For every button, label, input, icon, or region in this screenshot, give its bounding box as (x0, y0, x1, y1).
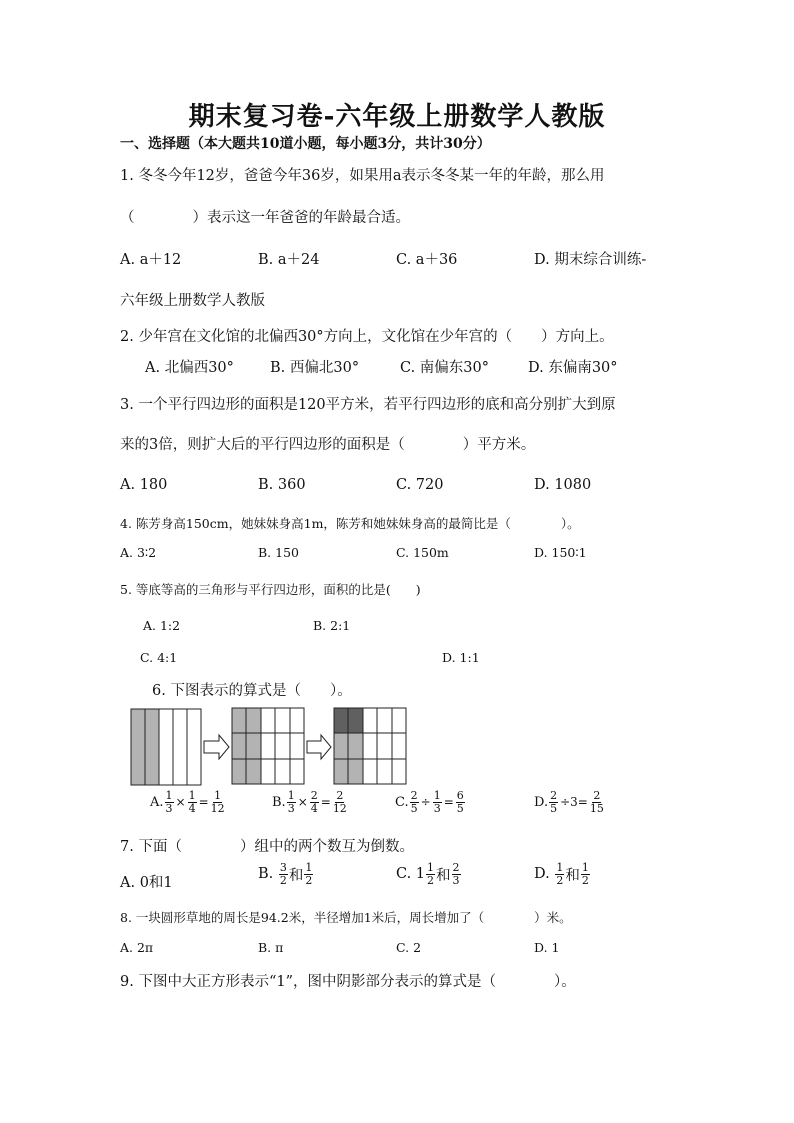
arrow-right-icon (307, 735, 331, 759)
figure-square-2 (232, 708, 304, 784)
fraction: $\frac{2}{15}$ (589, 789, 604, 815)
figure-square-1 (131, 709, 201, 785)
fraction: $\frac{1}{3}$ (287, 789, 295, 815)
question-7-text: 7. 下面（ ）组中的两个数互为倒数。 (120, 839, 414, 855)
question-6-text: 6. 下图表示的算式是（ ）。 (152, 683, 352, 699)
question-7-option-b: B. $\frac{3}{2}$ 和 $\frac{1}{2}$ (258, 861, 313, 887)
question-3-option-c: C. 720 (396, 477, 444, 493)
question-3-option-a: A. 180 (120, 477, 168, 493)
fraction: $\frac{2}{12}$ (332, 789, 347, 815)
fraction: $\frac{2}{3}$ (452, 861, 460, 887)
question-5-text: 5. 等底等高的三角形与平行四边形，面积的比是( ) (120, 582, 421, 597)
question-3-option-d: D. 1080 (534, 477, 592, 493)
question-3-line-1: 3. 一个平行四边形的面积是120平方米，若平行四边形的底和高分别扩大到原 (120, 397, 616, 413)
fraction: $\frac{1}{2}$ (427, 861, 435, 887)
question-1-line-1: 1. 冬冬今年12岁，爸爸今年36岁，如果用a表示冬冬某一年的年龄，那么用 (120, 168, 605, 184)
question-2-option-a: A. 北偏西30° (145, 360, 234, 376)
question-4-option-a: A. 3∶2 (120, 545, 157, 560)
question-2-text: 2. 少年宫在文化馆的北偏西30°方向上，文化馆在少年宫的（ ）方向上。 (120, 329, 614, 345)
fraction: $\frac{2}{4}$ (310, 789, 318, 815)
question-2-option-c: C. 南偏东30° (400, 360, 489, 376)
question-6-option-b: B. $\frac{1}{3}$ × $\frac{2}{4}$ = $\frac{2}{12}$ (272, 789, 347, 815)
fraction: $\frac{1}{12}$ (210, 789, 225, 815)
question-1-option-b: B. a＋24 (258, 252, 320, 268)
question-1-option-d: D. 期末综合训练- (534, 252, 647, 268)
question-1-line-2: （ ）表示这一年爸爸的年龄最合适。 (120, 210, 410, 226)
question-6-option-c: C. $\frac{2}{5}$ ÷ $\frac{1}{3}$ = $\frac{6}{5}$ (395, 789, 464, 815)
question-5-option-d: D. 1:1 (442, 650, 480, 665)
question-1-option-d-continued: 六年级上册数学人教版 (120, 293, 265, 309)
question-4-option-b: B. 150 (258, 545, 299, 560)
question-6-option-a: A. $\frac{1}{3}$ × $\frac{1}{4}$ = $\frac{1}{12}$ (150, 789, 225, 815)
question-3-option-b: B. 360 (258, 477, 306, 493)
question-2-option-b: B. 西偏北30° (270, 360, 360, 376)
question-1-option-a: A. a＋12 (120, 252, 182, 268)
fraction: $\frac{2}{5}$ (410, 789, 418, 815)
question-7-option-d: D. $\frac{1}{2}$ 和 $\frac{1}{2}$ (534, 861, 589, 887)
question-5-option-a: A. 1:2 (143, 618, 181, 633)
section-heading: 一、选择题（本大题共10道小题，每小题3分，共计30分） (120, 136, 491, 152)
question-8-option-c: C. 2 (396, 940, 422, 955)
question-1-option-c: C. a＋36 (396, 252, 458, 268)
fraction: $\frac{1}{3}$ (165, 789, 173, 815)
fraction: $\frac{1}{2}$ (556, 861, 564, 887)
question-7-option-c: C. 1 $\frac{1}{2}$ 和 $\frac{2}{3}$ (396, 861, 460, 887)
question-7-option-a: A. 0和1 (120, 875, 173, 891)
question-4-text: 4. 陈芳身高150cm，她妹妹身高1m，陈芳和她妹妹身高的最简比是（ ）。 (120, 516, 580, 531)
question-8-option-d: D. 1 (534, 940, 560, 955)
fraction: $\frac{1}{2}$ (581, 861, 589, 887)
question-5-option-c: C. 4:1 (140, 650, 178, 665)
fraction: $\frac{3}{2}$ (279, 861, 287, 887)
question-6-figure (128, 706, 410, 788)
question-6-option-d: D. $\frac{2}{5}$ ÷3= $\frac{2}{15}$ (534, 789, 604, 815)
page-title: 期末复习卷-六年级上册数学人教版 (188, 102, 606, 132)
figure-square-3 (334, 708, 406, 784)
fraction: $\frac{1}{2}$ (305, 861, 313, 887)
question-2-option-d: D. 东偏南30° (528, 360, 618, 376)
question-8-option-b: B. π (258, 940, 284, 955)
question-9-text: 9. 下图中大正方形表示“1”，图中阴影部分表示的算式是（ ）。 (120, 974, 576, 990)
question-4-option-d: D. 150∶1 (534, 545, 587, 560)
question-8-option-a: A. 2π (120, 940, 154, 955)
fraction: $\frac{6}{5}$ (456, 789, 464, 815)
fraction: $\frac{1}{4}$ (188, 789, 196, 815)
question-4-option-c: C. 150m (396, 545, 449, 560)
arrow-right-icon (204, 735, 229, 759)
fraction: $\frac{1}{3}$ (433, 789, 441, 815)
question-3-line-2: 来的3倍，则扩大后的平行四边形的面积是（ ）平方米。 (120, 437, 536, 453)
fraction: $\frac{2}{5}$ (550, 789, 558, 815)
question-8-text: 8. 一块圆形草地的周长是94.2米，半径增加1米后，周长增加了（ ）米。 (120, 910, 572, 925)
question-5-option-b: B. 2:1 (313, 618, 351, 633)
